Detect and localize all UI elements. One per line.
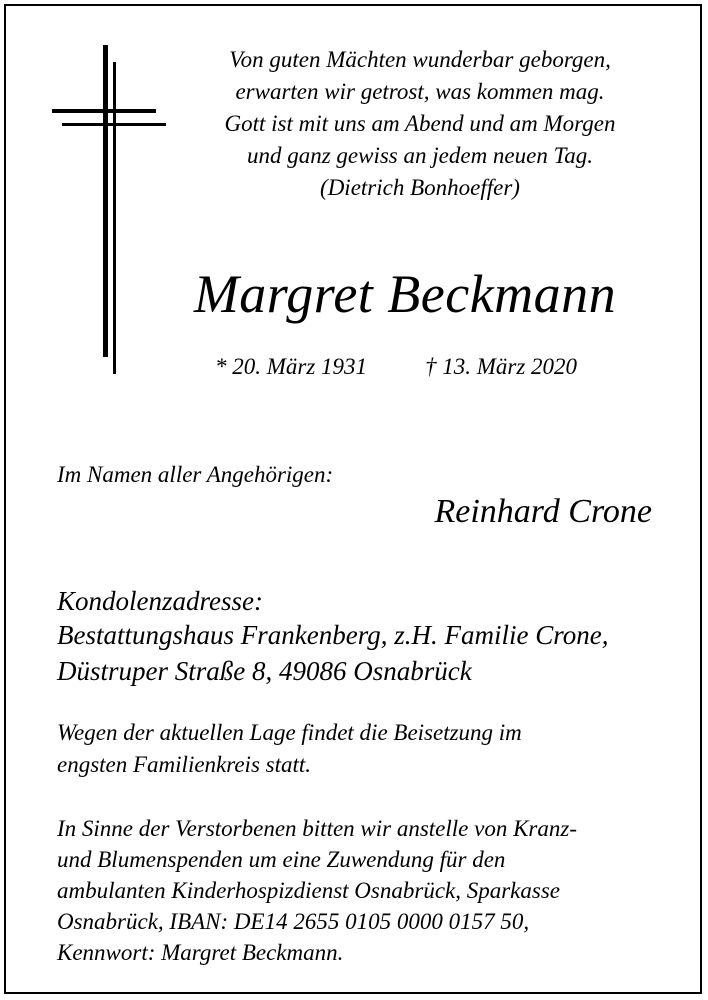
poem-attribution: (Dietrich Bonhoeffer): [320, 175, 520, 200]
condolence-address-line: Bestattungshaus Frankenberg, z.H. Familie Crone,: [57, 620, 609, 650]
poem-verse: [190, 44, 650, 204]
deceased-name: Margret Beckmann: [193, 264, 617, 324]
signer-name: Reinhard Crone: [434, 493, 652, 530]
poem-line: Von guten Mächten wunderbar geborgen,: [229, 47, 611, 72]
donation-note-line: und Blumenspenden um eine Zuwendung für den: [57, 847, 506, 872]
condolence-heading: Kondolenzadresse:: [57, 586, 263, 616]
donation-note-line: Osnabrück, IBAN: DE14 2655 0105 0000 0157 50,: [57, 909, 530, 934]
family-intro: Im Namen aller Angehörigen:: [57, 462, 334, 487]
donation-note-line: ambulanten Kinderhospizdienst Osnabrück, Sparkasse: [57, 878, 561, 903]
burial-note-line: Wegen der aktuellen Lage findet die Beisetzung im: [57, 720, 522, 745]
condolence-address-line: Düstruper Straße 8, 49086 Osnabrück: [57, 656, 472, 686]
poem-line: und ganz gewiss an jedem neuen Tag.: [246, 143, 594, 168]
donation-note-line: Kennwort: Margret Beckmann.: [57, 940, 344, 965]
donation-note-line: In Sinne der Verstorbenen bitten wir anstelle von Kranz-: [57, 816, 577, 841]
poem-line: erwarten wir getrost, was kommen mag.: [235, 79, 605, 104]
burial-note-line: engsten Familienkreis statt.: [57, 752, 312, 777]
death-date: † 13. März 2020: [425, 354, 578, 379]
poem-line: Gott ist mit uns am Abend und am Morgen: [224, 111, 616, 136]
birth-date: * 20. März 1931: [215, 354, 368, 379]
